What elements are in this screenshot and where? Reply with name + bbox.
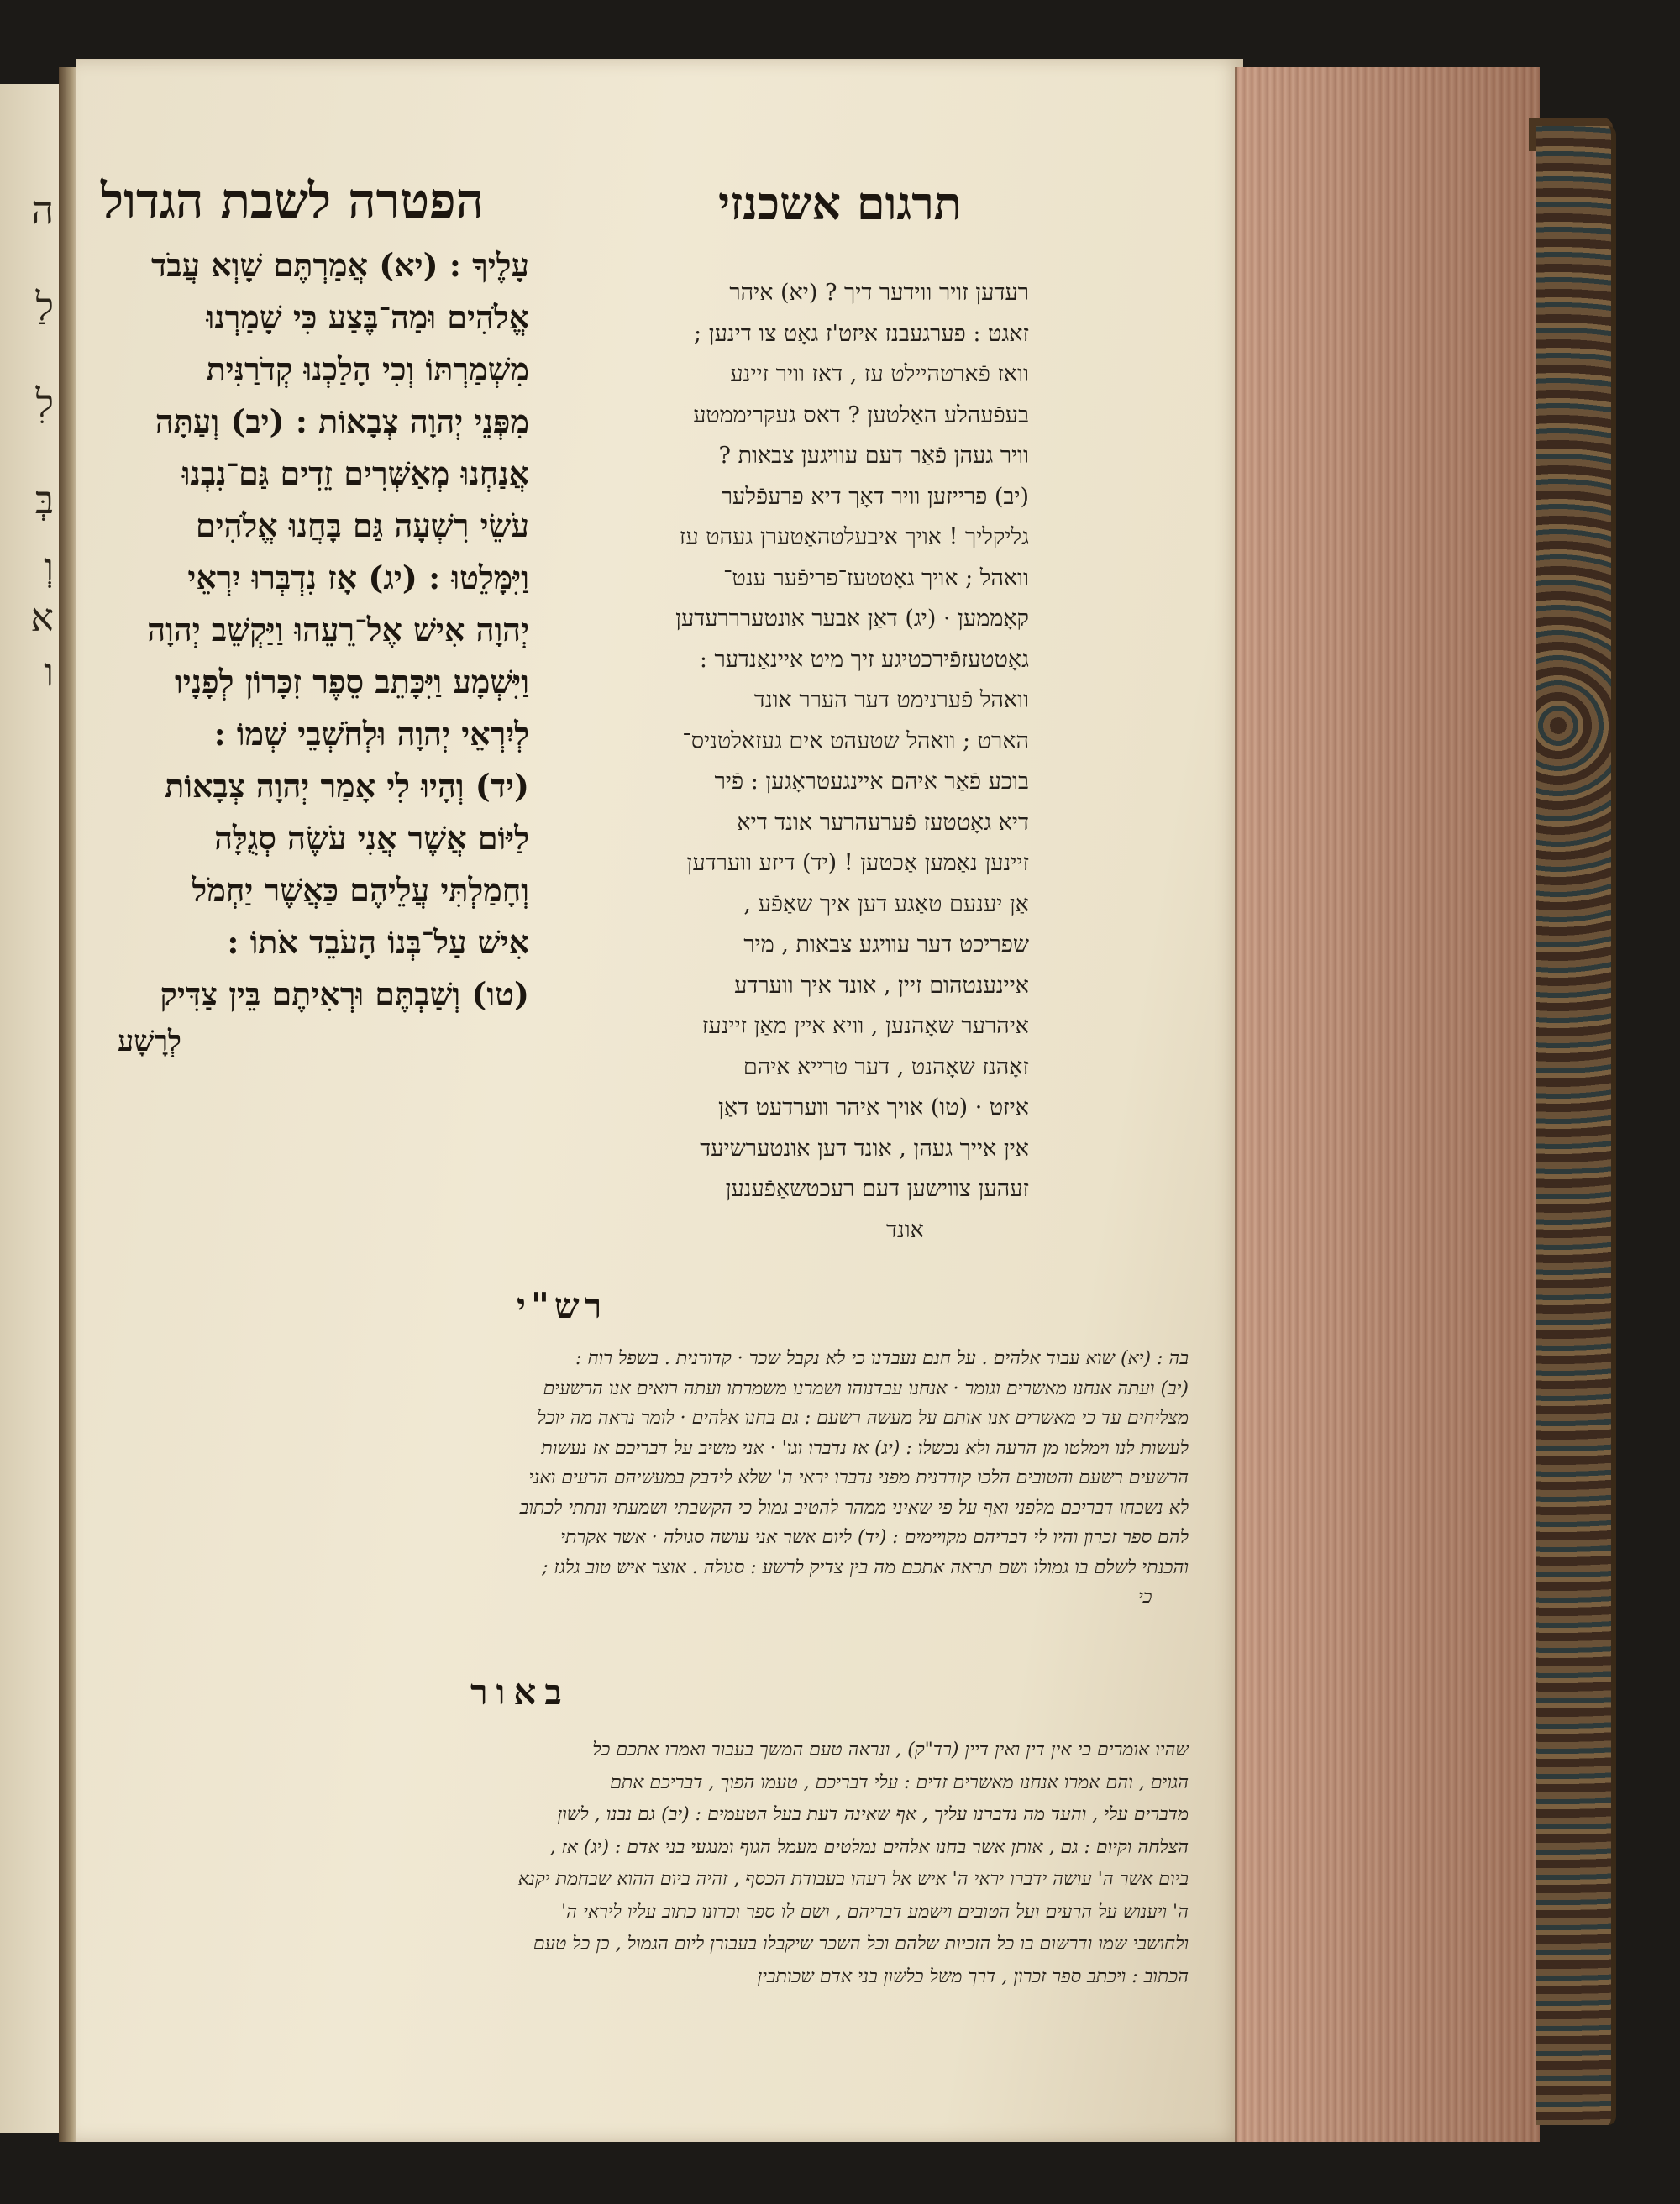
targum-line: אונד: [886, 1216, 924, 1243]
haftarah-line: אִישׁ עַל־בְּנוֹ הָעֹבֵד אֹתוֹ :: [227, 923, 529, 961]
haftarah-line: אֱלֹהִים וּמַה־בֶּצַע כִּי שָׁמַרְנוּ: [206, 298, 529, 336]
haftarah-line: מִשְׁמַרְתּוֹ וְכִי הָלַכְנוּ קְדֹרַנִּית: [206, 350, 529, 388]
targum-line: קאָממען · (יג) דאַן אבער אונטערררעדען: [675, 606, 1029, 632]
haftarah-header: הפטרה לשבת הגדול: [101, 172, 485, 229]
targum-line: שפריכט דער עוויגע צבאות , מיר: [743, 931, 1029, 958]
targum-line: גליקליך ! אויך איבעלטהאַטערן געהט עז: [679, 524, 1029, 550]
targum-line: איינענטהום זיין , אונד איך ווערדע: [734, 972, 1029, 999]
haftarah-line: (טו) וְשַׁבְתֶּם וּרְאִיתֶם בֵּין צַדִּיק: [160, 975, 529, 1013]
targum-line: דיא גאָטטעז פֿערעהרער אונד דיא: [737, 809, 1029, 836]
haftarah-line: וַיִּמָּלֵטוּ : (יג) אָז נִדְבְּרוּ יִרְאֵי: [187, 559, 529, 596]
targum-line: הארט ; וואהל שטעהט אים געזאלטניס־: [682, 727, 1029, 754]
left-page-fragment: בְּ: [34, 477, 54, 522]
biur-line: הגוים , והם אמרו אנחנו מאשרים זדים : עלי דבריכם , טעמו הפוך , דבריכם אתם: [610, 1771, 1189, 1793]
targum-text-column: [550, 273, 1029, 1251]
biur-line: ולחושבי שמו ודרשום בו כל הזכיות שלהם וכל השכר שיקבלו בעבורן ליום הגמול , כן כל טעם: [533, 1934, 1189, 1955]
left-page-fragment: וְ: [44, 544, 54, 590]
biur-line: ביום אשר ה' עושה ידברו יראי ה' איש אל רעהו בעבודת הכסף , זהיה ביום ההוא שבחמת יקנא: [517, 1869, 1189, 1890]
biur-commentary: [63, 1734, 1189, 1993]
biur-line: הכתוב : ויכתב ספר זכרון , דרך משל כלשון בני אדם שכותבין: [757, 1965, 1189, 1987]
targum-line: איהרער שאָהנען , וויא איין מאַן זיינעז: [701, 1013, 1029, 1039]
haftarah-line: לַיּוֹם אֲשֶׁר אֲנִי עֹשֶׂה סְגֻלָּה: [214, 819, 529, 857]
targum-line: זאָהנז שאָהנט , דער טרייא איהם: [743, 1053, 1029, 1080]
haftarah-line: וְחָמַלְתִּי עֲלֵיהֶם כַּאֲשֶׁר יַחְמֹל: [192, 871, 529, 909]
rashi-line: מצליחים עד כי מאשרים אנו אותם על מעשה רשעם : גם בחנו אלהים · לומר נראה מה יוכל: [537, 1408, 1189, 1429]
biur-line: מדברים עלי , והעד מה נדברנו עליך , אף שאינה דעת בעל הטעמים : (יב) גם נבנו , לשון: [557, 1804, 1189, 1825]
rashi-line: לעשות לנו וימלטו מן הרעה ולא נכשלו : (יג) אז נדברו וגו' · אני משיב על דבריכם אז נעשות: [541, 1437, 1189, 1459]
rashi-line: בה : (יא) שוא עבוד אלהים . על חנם נעבדנו כי לא נקבל שכר · קדורנית . בשפל רוח :: [575, 1348, 1189, 1369]
targum-line: בוכע פֿאַר איהם איינגעטראָגען : פֿיר: [714, 769, 1029, 795]
biur-line: ה' ויענוש על הרעים ועל הטובים וישמע דבריהם , ושם לו ספר וכרונו כתוב עליו ליראי ה': [561, 1901, 1189, 1923]
left-page-fragment: ה: [31, 187, 54, 233]
left-page-edge: [0, 84, 60, 2133]
haftarah-line: מִפְּנֵי יְהוָה צְבָאוֹת : (יב) וְעַתָּה: [155, 402, 529, 440]
targum-line: (יב) פרייזען וויר דאָך דיא פרעפֿלער: [721, 483, 1029, 510]
haftarah-line: עֹשֵׂי רִשְׁעָה גַּם בָּחֲנוּ אֱלֹהִים: [195, 506, 529, 544]
targum-line: אין אייך געהן , אונד דען אונטערשיעד: [700, 1135, 1029, 1162]
left-page-fragment: א: [30, 595, 54, 640]
haftarah-line: יְהוָה אִישׁ אֶל־רֵעֵהוּ וַיַּקְשֵׁב יְהוָה: [147, 611, 529, 648]
targum-line: גאָטטעזפֿירכטיגע זיך מיט איינאַנדער :: [699, 646, 1029, 673]
targum-line: זיינען נאַמען אַכטען ! (יד) דיזע ווערדען: [686, 850, 1029, 876]
left-page-fragment: לַ: [35, 284, 54, 329]
rashi-line: והכנתי לשלם בו גמולו ושם תראה אתכם מה בין צדיק לרשע : סגולה . אוצר איש טוב גלגז ;: [542, 1556, 1189, 1578]
targum-line: איזט · (טו) אויך איהר ווערדעט דאַן: [717, 1094, 1029, 1120]
biur-title: באור: [470, 1671, 570, 1713]
rashi-line: כי: [1138, 1587, 1152, 1608]
left-page-fragment: ו: [44, 649, 54, 695]
haftarah-line: (יד) וְהָיוּ לִי אָמַר יְהוָה צְבָאוֹת: [165, 767, 529, 805]
rashi-line: להם ספר זכרון והיו לי דבריהם מקויימים : (יד) ליום אשר אני עושה סגולה · אשר אקרתי: [560, 1527, 1189, 1548]
page-fore-edge: [1235, 67, 1540, 2142]
haftarah-line: לְרָשָׁע: [118, 1025, 181, 1058]
targum-line: בעפֿעהלע האַלטען ? דאס געקריממטע: [693, 401, 1029, 428]
targum-header: תרגום אשכנזי: [718, 176, 962, 230]
rashi-commentary: [63, 1344, 1189, 1613]
targum-line: זעהען צווישען דעם רעכטשאַפֿענען: [725, 1176, 1029, 1202]
left-page-fragment: לִ: [35, 380, 54, 426]
rashi-line: הרשעים רשעם והטובים הלכו קודרנית מפני נדברו יראי ה' שלא לידבק במעשיהם הרעים ואני: [528, 1467, 1189, 1488]
targum-line: זאגט : פערגעבנז איזט'ז גאָט צו דינען ;: [694, 320, 1029, 347]
biur-line: שהיו אומרים כי אין דין ואין דיין (רד"ק) , ונראה טעם המשך בעבור ואמרו אתכם כל: [592, 1740, 1189, 1761]
haftarah-text-column: [92, 239, 529, 1063]
targum-line: אַן יענעם טאַגע דען איך שאַפֿע ,: [743, 890, 1029, 917]
rashi-line: (יב) ועתה אנחנו מאשרים וגומר · אנחנו עבדנוהו ושמרנו משמרתו ועתה רואים אנו הרשעים: [543, 1378, 1189, 1399]
haftarah-line: עָלֶיךָ : (יא) אֲמַרְתֶּם שָׁוְא עֲבֹד: [150, 246, 529, 284]
rashi-line: לא נשכחו דבריכם מלפני ואף על פי שאיני ממהר להטיב גמול כי הקשבתי ושמעתי ונתתי לכתוב: [519, 1497, 1189, 1519]
biur-line: הצלחה וקיום : גם , אותן אשר בחנו אלהים נמלטים מעמל הגוף ומנגעי בני אדם : (יג) אז ,: [549, 1836, 1189, 1858]
haftarah-line: אֲנַחְנוּ מְאַשְּׁרִים זֵדִים גַּם־נִבְנוּ: [181, 454, 529, 492]
targum-line: רעדען זויר ווידער דיך ? (יא) איהר: [729, 280, 1029, 306]
haftarah-line: וַיִּשְׁמָע וַיִּכָּתֵב סֵפֶר זִכָּרוֹן לְפָנָיו: [175, 663, 529, 701]
targum-line: וויר געהן פֿאַר דעם עוויגען צבאות ?: [718, 443, 1029, 469]
targum-line: וואהל פֿערנימט דער הערר אונד: [753, 687, 1029, 713]
rashi-title: רש"י: [517, 1285, 607, 1326]
marbled-cover: [1536, 126, 1616, 2125]
targum-line: וואז פֿארטהיילט עז , דאז וויר זיינע: [730, 361, 1029, 387]
haftarah-line: לְיִרְאֵי יְהוָה וּלְחֹשְׁבֵי שְׁמוֹ :: [213, 715, 529, 753]
targum-line: וואהל ; אויך גאָטטעז־פריפֿער ענט־: [723, 564, 1029, 591]
